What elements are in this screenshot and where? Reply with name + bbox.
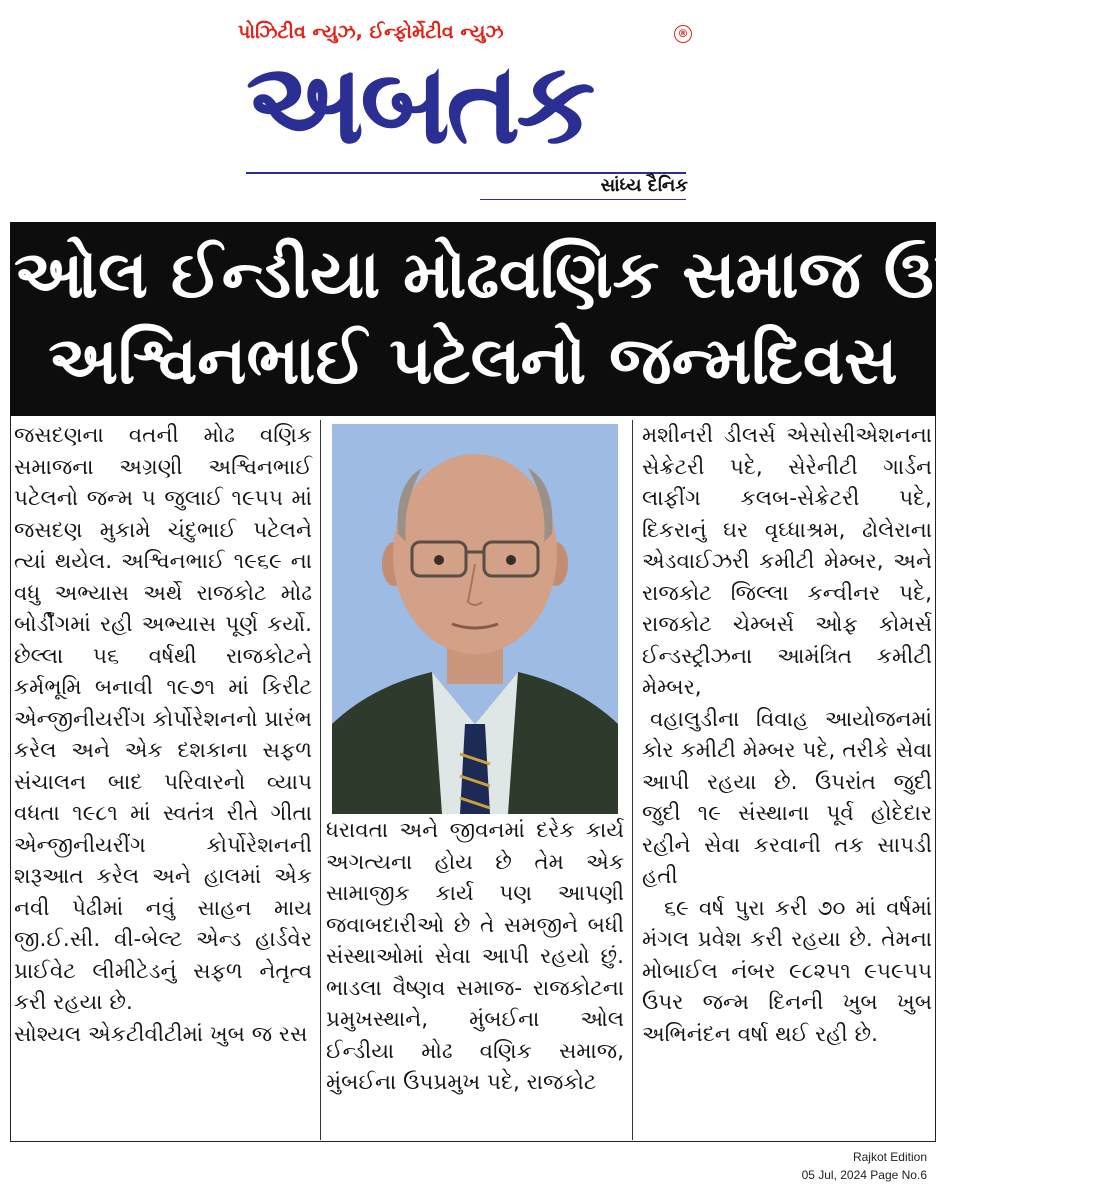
subtitle-rule xyxy=(480,199,686,200)
column-separator-1 xyxy=(320,420,321,1140)
registered-mark: ® xyxy=(674,25,692,43)
column-3-paragraph-1: મશીનરી ડીલર્સ એસોસીએશનના સેક્રેટરી પદે, સેરેનીટી ગાર્ડન લાફીંગ કલબ-સેક્રેટરી પદે, દિકરાનું ઘર વૃઘ્ધાશ્રમ, ઢોલેરાના એડવાઈઝરી કમીટી મેમ્બર, અને રાજકોટ જિલ્લા કન્વીનર પદે, રાજકોટ ચેમ્બર્સ ઓફ કોમર્સ ઈન્ડસ્ટ્રીઝના આમંત્રિત કમીટી મેમ્બર, xyxy=(642,423,932,700)
article-column-2 xyxy=(326,815,624,1120)
portrait-photo xyxy=(332,424,618,814)
article-column-3 xyxy=(642,420,932,1120)
column-1-text-end: સોશ્યલ એકટીવીટીમાં ખુબ જ રસ xyxy=(14,1021,308,1047)
masthead-subtitle: સાંધ્ય દૈનિક xyxy=(600,175,688,196)
article-headline xyxy=(14,232,1120,408)
column-3-paragraph-3: ૬૯ વર્ષ પુરા કરી ૭૦ માં વર્ષમાં મંગલ પ્રવેશ કરી રહયા છે. તેમના મોબાઈલ નંબર ૯૮૨૫૧ ૯૫૯૫૫ ઉપર જન્મ દિનની ખુબ ખુબ અભિનંદન વર્ષા થઈ રહી છે. xyxy=(642,895,932,1047)
masthead-tagline: પોઝિટીવ ન્યુઝ, ઈન્ફોર્મેટીવ ન્યુઝ xyxy=(238,21,504,43)
column-1-text: જસદણના વતની મોઢ વણિક સમાજના અગ્રણી અશ્વિનભાઈ પટેલનો જન્મ ૫ જુલાઈ ૧૯૫૫ માં જસદણ મુકામે ચંદુભાઈ પટેલને ત્યાં થયેલ. અશ્વિનભાઈ ૧૯૬૯ ના વધુ અભ્યાસ અર્થે રાજકોટ મોઢ બોર્ડીંગમાં રહી અભ્યાસ પૂર્ણ કર્યો. છેલ્લા ૫૬ વર્ષથી રાજકોટને કર્મભૂમિ બનાવી ૧૯૭૧ માં કિરીટ એન્જીનીયરીંગ કોર્પોરેશનનો પ્રારંભ કરેલ અને એક દશકાના સફળ સંચાલન બાદ પરિવારનો વ્યાપ વધતા ૧૯૮૧ માં સ્વતંત્ર રીતે ગીતા એન્જીનીયરીંગ કોર્પોરેશનની શરૂઆત કરેલ અને હાલમાં એક નવી પેઢીમાં નવું સાહન માય જી.ઈ.સી. વી-બેલ્ટ એન્ડ હાર્ડવેર પ્રાઈવેટ લીમીટેડનું સફળ નેતૃત્વ કરી રહયા છે. xyxy=(14,423,312,1015)
newspaper-logo: અબતક xyxy=(246,39,592,169)
column-2-text: ધરાવતા અને જીવનમાં દરેક કાર્ય અગત્યના હોય છે તેમ એક સામાજીક કાર્ય પણ આપણી જવાબદારીઓ છે તે સમજીને બધી સંસ્થાઓમાં સેવા આપી રહયો છું. ભાડલા વૈષ્ણવ સમાજ- રાજકોટના પ્રમુખસ્થાને, મુંબઈના ઓલ ઈન્ડીયા મોઢ વણિક સમાજ, મુંબઈના ઉપપ્રમુખ પદે, રાજકોટ xyxy=(326,818,624,1095)
article-column-1 xyxy=(14,420,312,1120)
column-separator-2 xyxy=(632,420,633,1140)
headline-line-2: અશ્વિનભાઈ પટેલનો જન્મદિવસ xyxy=(48,322,898,399)
portrait-illustration xyxy=(332,424,618,814)
column-3-paragraph-2: વહાલુડીના વિવાહ આયોજનમાં કોર કમીટી મેમ્બર પદે, તરીકે સેવા આપી રહયા છે. ઉપરાંત જુદી જુદી ૧૯ સંસ્થાના પૂર્વ હોદેદાર રહીને સેવા કરવાની તક સાપડી હતી xyxy=(642,706,932,889)
edition-name: Rajkot Edition xyxy=(852,1150,927,1164)
headline-line-1: ઓલ ઈન્ડીયા મોઢવણિક સમાજ ઉપપ્રમુખ xyxy=(14,236,1120,313)
edition-info xyxy=(727,1148,927,1184)
edition-date-page: 05 Jul, 2024 Page No.6 xyxy=(801,1168,927,1182)
